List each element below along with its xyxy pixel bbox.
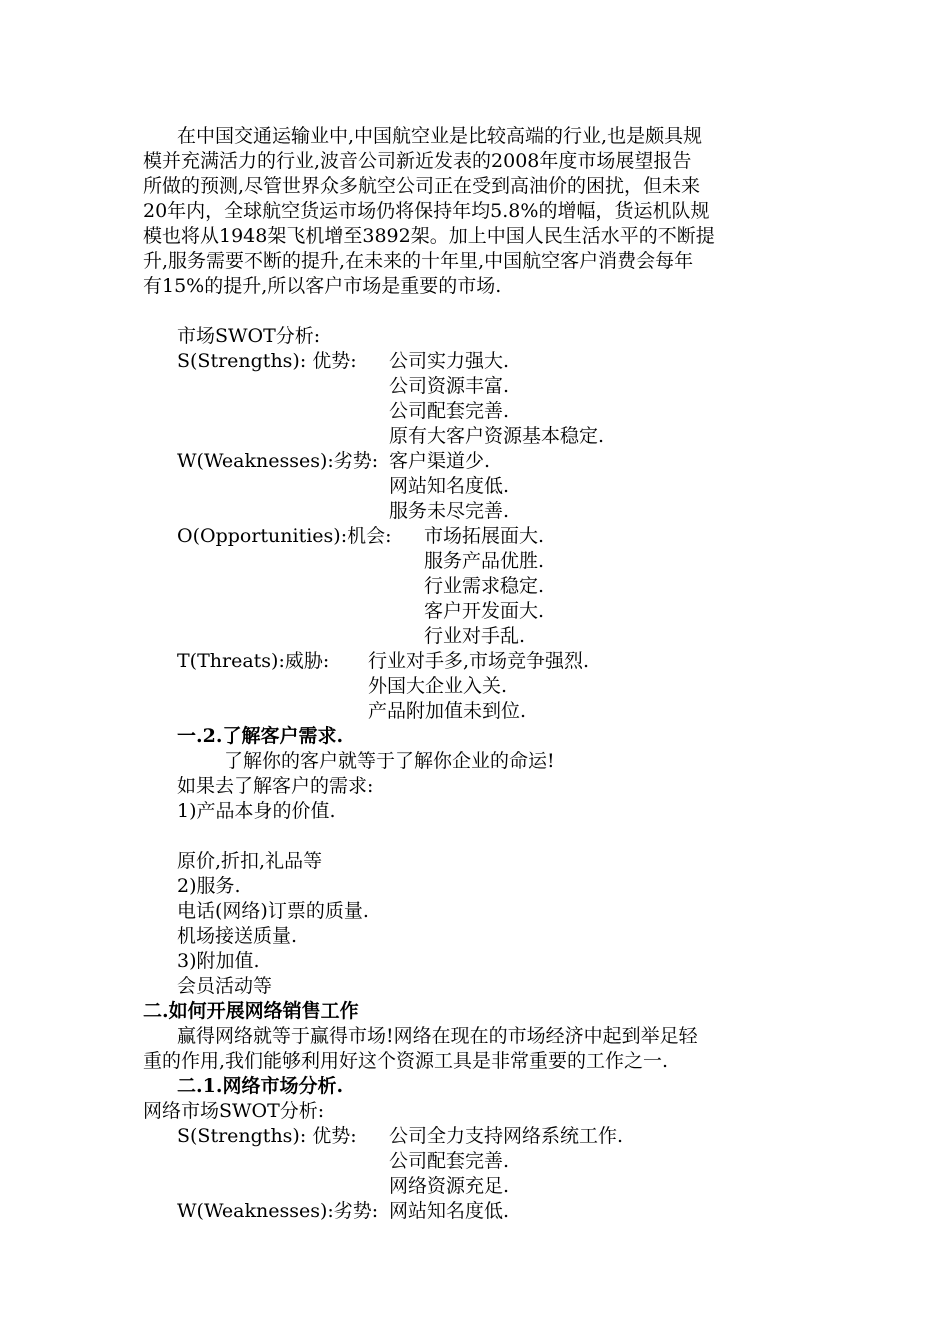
strength-item: 原有大客户资源基本稳定.	[389, 425, 605, 447]
body-line: 1)产品本身的价值.	[177, 800, 336, 822]
strength-item: 公司资源丰富.	[389, 375, 510, 397]
intro-line: 模并充满活力的行业,波音公司新近发表的2008年度市场展望报告	[143, 150, 692, 172]
weakness-item: 网站知名度低.	[389, 475, 510, 497]
threat-item: 行业对手多,市场竞争强烈.	[368, 650, 590, 672]
body-line: 重的作用,我们能够利用好这个资源工具是非常重要的工作之一.	[143, 1050, 669, 1072]
threat-item: 外国大企业入关.	[368, 675, 508, 697]
body-line: 电话(网络)订票的质量.	[177, 900, 369, 922]
opportunities-label: O(Opportunities):机会:	[177, 525, 392, 547]
opportunity-item: 行业对手乱.	[424, 625, 526, 647]
subsection-heading: 二.1.网络市场分析.	[177, 1075, 344, 1097]
strengths-label: S(Strengths): 优势:	[177, 1125, 357, 1147]
weaknesses-label: W(Weaknesses):劣势:	[177, 1200, 379, 1222]
strength-item: 公司实力强大.	[389, 350, 510, 372]
intro-line: 20年内，全球航空货运市场仍将保持年均5.8%的增幅，货运机队规	[143, 200, 710, 222]
threats-label: T(Threats):威胁:	[177, 650, 330, 672]
weakness-item: 服务未尽完善.	[389, 500, 510, 522]
intro-line: 升,服务需要不断的提升,在未来的十年里,中国航空客户消费会每年	[143, 250, 694, 272]
body-line: 如果去了解客户的需求:	[177, 775, 374, 797]
strengths-label: S(Strengths): 优势:	[177, 350, 357, 372]
section-heading: 一.2.了解客户需求.	[177, 725, 344, 747]
strength-item: 公司配套完善.	[389, 1150, 510, 1172]
threat-item: 产品附加值未到位.	[368, 700, 527, 722]
intro-line: 有15%的提升,所以客户市场是重要的市场.	[143, 275, 502, 297]
opportunity-item: 行业需求稳定.	[424, 575, 545, 597]
strength-item: 公司全力支持网络系统工作.	[389, 1125, 624, 1147]
body-line: 了解你的客户就等于了解你企业的命运!	[224, 750, 555, 772]
strength-item: 公司配套完善.	[389, 400, 510, 422]
swot-title: 市场SWOT分析:	[177, 325, 321, 347]
body-line: 2)服务.	[177, 875, 241, 897]
opportunity-item: 市场拓展面大.	[424, 525, 545, 547]
body-line: 会员活动等	[177, 975, 273, 997]
opportunity-item: 服务产品优胜.	[424, 550, 545, 572]
intro-line: 所做的预测,尽管世界众多航空公司正在受到高油价的困扰，但未来	[143, 175, 701, 197]
strength-item: 网络资源充足.	[389, 1175, 510, 1197]
section-heading: 二.如何开展网络销售工作	[143, 1000, 359, 1022]
weakness-item: 客户渠道少.	[389, 450, 491, 472]
intro-line: 在中国交通运输业中,中国航空业是比较高端的行业,也是颇具规	[177, 125, 703, 147]
opportunity-item: 客户开发面大.	[424, 600, 545, 622]
body-line: 赢得网络就等于赢得市场!网络在现在的市场经济中起到举足轻	[177, 1025, 698, 1047]
weakness-item: 网站知名度低.	[389, 1200, 510, 1222]
swot-title: 网络市场SWOT分析:	[143, 1100, 325, 1122]
body-line: 原价,折扣,礼品等	[177, 850, 323, 872]
intro-line: 模也将从1948架飞机增至3892架。加上中国人民生活水平的不断提	[143, 225, 715, 247]
body-line: 机场接送质量.	[177, 925, 298, 947]
weaknesses-label: W(Weaknesses):劣势:	[177, 450, 379, 472]
body-line: 3)附加值.	[177, 950, 260, 972]
